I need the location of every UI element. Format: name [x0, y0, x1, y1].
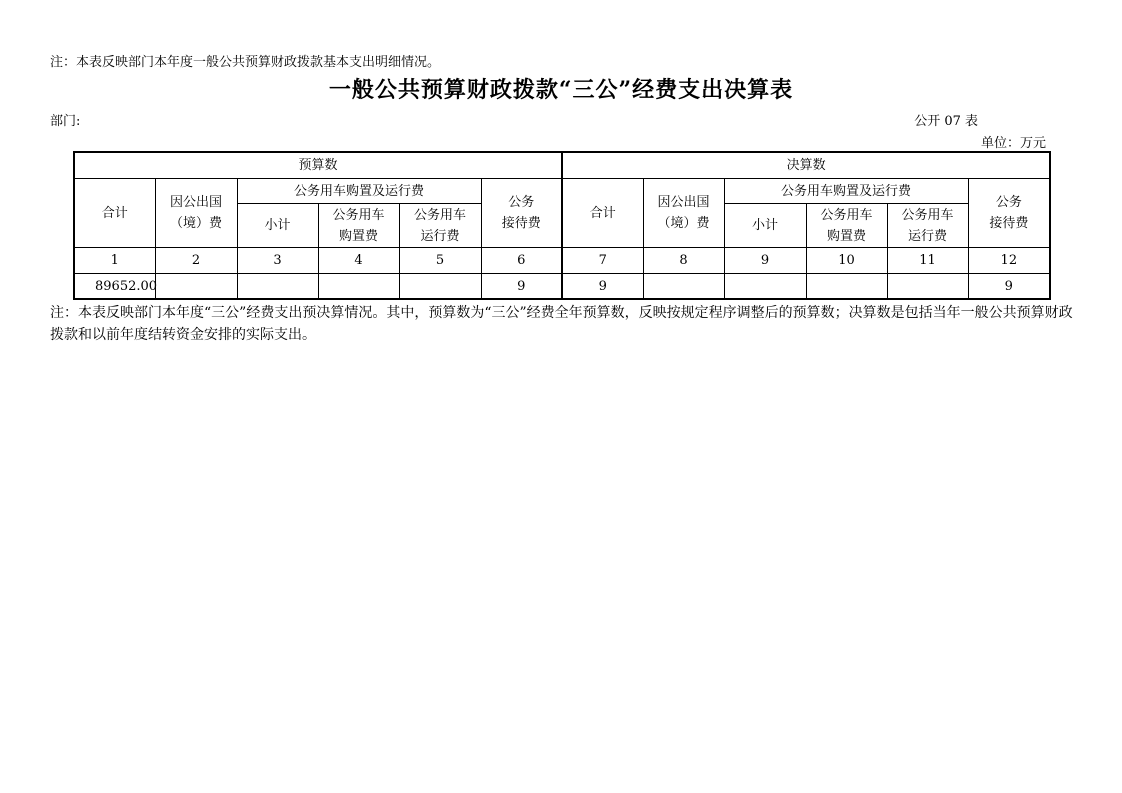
budget-operate-line1: 公务用车 — [413, 207, 466, 223]
budget-operate-line2: 运行费 — [420, 228, 460, 244]
bottom-note: 注：本表反映部门本年度“三公”经费支出预决算情况。其中，预算数为“三公”经费全年预算数，反映按规定程序调整后的预算数；决算数是包括当年一般公共预算财政拨款和以前年度结转资金安排的实际支出。 — [50, 305, 1073, 343]
final-operate-line2: 运行费 — [908, 228, 948, 244]
column-number: 12 — [968, 248, 1050, 274]
value-row — [74, 274, 1050, 300]
three-public-expenses-table — [73, 151, 1051, 300]
final-abroad-line2: （境）费 — [657, 216, 710, 231]
budget-reception-line1: 公务 — [508, 195, 535, 210]
column-number: 3 — [237, 248, 318, 274]
budget-subtotal-header: 小计 — [237, 204, 318, 248]
final-purchase-line2: 购置费 — [827, 228, 867, 244]
budget-total-value: 89652.00 — [74, 274, 155, 300]
budget-reception-value: 9 — [481, 274, 562, 300]
final-subtotal-value — [724, 274, 806, 300]
budget-purchase-value — [318, 274, 399, 300]
department-label: 部门: — [50, 114, 81, 129]
budget-purchase-line1: 公务用车 — [332, 207, 385, 223]
column-number-row — [74, 248, 1050, 274]
final-abroad-value — [643, 274, 724, 300]
final-operate-header — [887, 204, 968, 248]
column-number: 5 — [399, 248, 481, 274]
budget-operate-value — [399, 274, 481, 300]
final-purchase-header — [806, 204, 887, 248]
budget-purchase-header — [318, 204, 399, 248]
final-subtotal-header: 小计 — [724, 204, 806, 248]
budget-reception-header — [481, 179, 562, 248]
column-number: 1 — [74, 248, 155, 274]
final-operate-value — [887, 274, 968, 300]
final-purchase-line1: 公务用车 — [820, 207, 873, 223]
final-total-value: 9 — [562, 274, 643, 300]
column-number: 7 — [562, 248, 643, 274]
final-purchase-value — [806, 274, 887, 300]
budget-operate-header — [399, 204, 481, 248]
budget-purchase-line2: 购置费 — [338, 228, 378, 244]
column-number: 2 — [155, 248, 237, 274]
budget-abroad-line2: （境）费 — [169, 216, 222, 231]
final-abroad-line1: 因公出国 — [657, 195, 710, 210]
final-reception-line2: 接待费 — [989, 216, 1029, 231]
column-number: 9 — [724, 248, 806, 274]
budget-abroad-line1: 因公出国 — [169, 195, 222, 210]
budget-abroad-value — [155, 274, 237, 300]
final-reception-value: 9 — [968, 274, 1050, 300]
budget-reception-line2: 接待费 — [501, 216, 541, 231]
final-reception-header — [968, 179, 1050, 248]
column-number: 11 — [887, 248, 968, 274]
column-number: 10 — [806, 248, 887, 274]
header-row-categories — [74, 179, 1050, 204]
final-reception-line1: 公务 — [995, 195, 1022, 210]
unit-label: 单位：万元 — [980, 136, 1046, 151]
page-title: 一般公共预算财政拨款“三公”经费支出决算表 — [328, 77, 794, 103]
budget-subtotal-value — [237, 274, 318, 300]
column-number: 4 — [318, 248, 399, 274]
budget-vehicle-group-header: 公务用车购置及运行费 — [237, 179, 481, 204]
column-number: 8 — [643, 248, 724, 274]
header-row-group — [74, 152, 1050, 179]
final-total-header: 合计 — [562, 179, 643, 248]
column-number: 6 — [481, 248, 562, 274]
budget-total-header: 合计 — [74, 179, 155, 248]
final-vehicle-group-header: 公务用车购置及运行费 — [724, 179, 968, 204]
budget-abroad-header — [155, 179, 237, 248]
final-abroad-header — [643, 179, 724, 248]
table-code: 公开 07 表 — [914, 114, 978, 129]
final-group-header: 决算数 — [562, 152, 1050, 179]
budget-group-header: 预算数 — [74, 152, 562, 179]
final-operate-line1: 公务用车 — [901, 207, 954, 223]
top-note: 注：本表反映部门本年度一般公共预算财政拨款基本支出明细情况。 — [50, 55, 441, 70]
